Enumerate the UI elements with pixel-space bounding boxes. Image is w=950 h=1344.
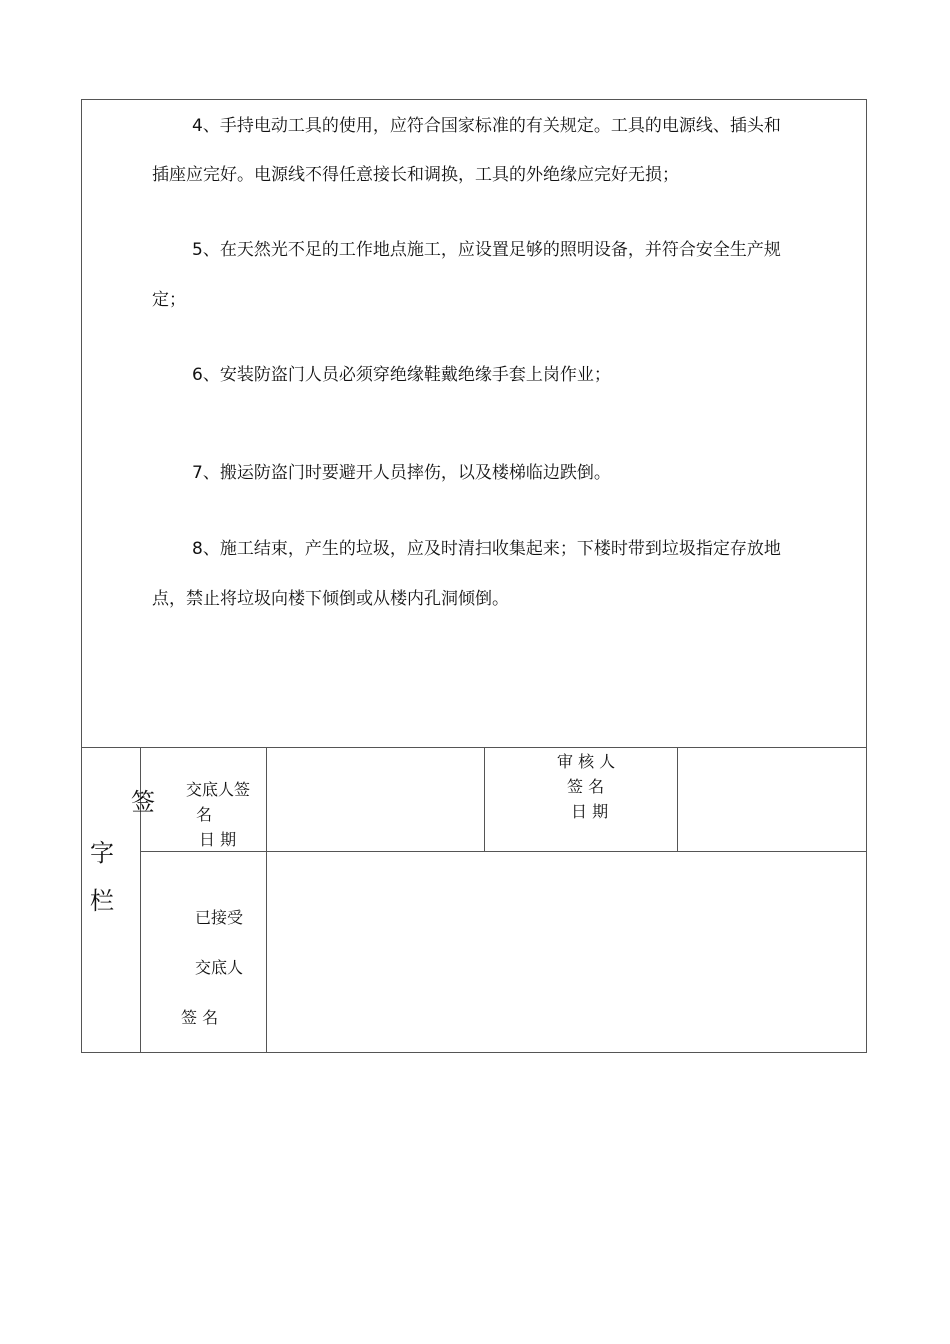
paragraph-line: 5、在天然光不足的工作地点施工，应设置足够的照明设备，并符合安全生产规 [192,240,781,260]
side-label-char: 栏 [90,887,114,915]
paragraph-line: 7、搬运防盗门时要避开人员摔伤，以及楼梯临边跌倒。 [192,463,611,483]
table-row-divider [140,851,867,852]
discloser-date-label: 日 期 [199,830,237,849]
table-top-border [81,747,867,748]
receivers-label: 已接受 [195,908,244,927]
reviewer-date-label: 日 期 [571,802,609,821]
side-label-char: 字 [90,839,114,867]
paragraph-line: 定； [152,290,186,310]
discloser-label: 交底人签 [186,780,251,799]
paragraph-line: 插座应完好。电源线不得任意接长和调换，工具的外绝缘应完好无损； [152,165,679,185]
table-col-divider [484,747,485,851]
table-col-divider [677,747,678,851]
table-col-divider [266,747,267,1053]
reviewer-label: 审 核 人 [557,752,616,771]
reviewer-sign-label: 签 名 [567,777,605,796]
paragraph-line: 点，禁止将垃圾向楼下倾倒或从楼内孔洞倾倒。 [152,589,509,609]
paragraph-line: 6、安装防盗门人员必须穿绝缘鞋戴绝缘手套上岗作业； [192,365,611,385]
side-label-char: 签 [131,788,155,816]
paragraph-line: 4、手持电动工具的使用，应符合国家标准的有关规定。工具的电源线、插头和 [192,116,781,136]
discloser-label: 名 [196,805,213,824]
receivers-label: 交底人 [195,958,244,977]
receivers-sign-label: 签 名 [181,1008,219,1027]
paragraph-line: 8、施工结束，产生的垃圾，应及时清扫收集起来；下楼时带到垃圾指定存放地 [192,539,781,559]
